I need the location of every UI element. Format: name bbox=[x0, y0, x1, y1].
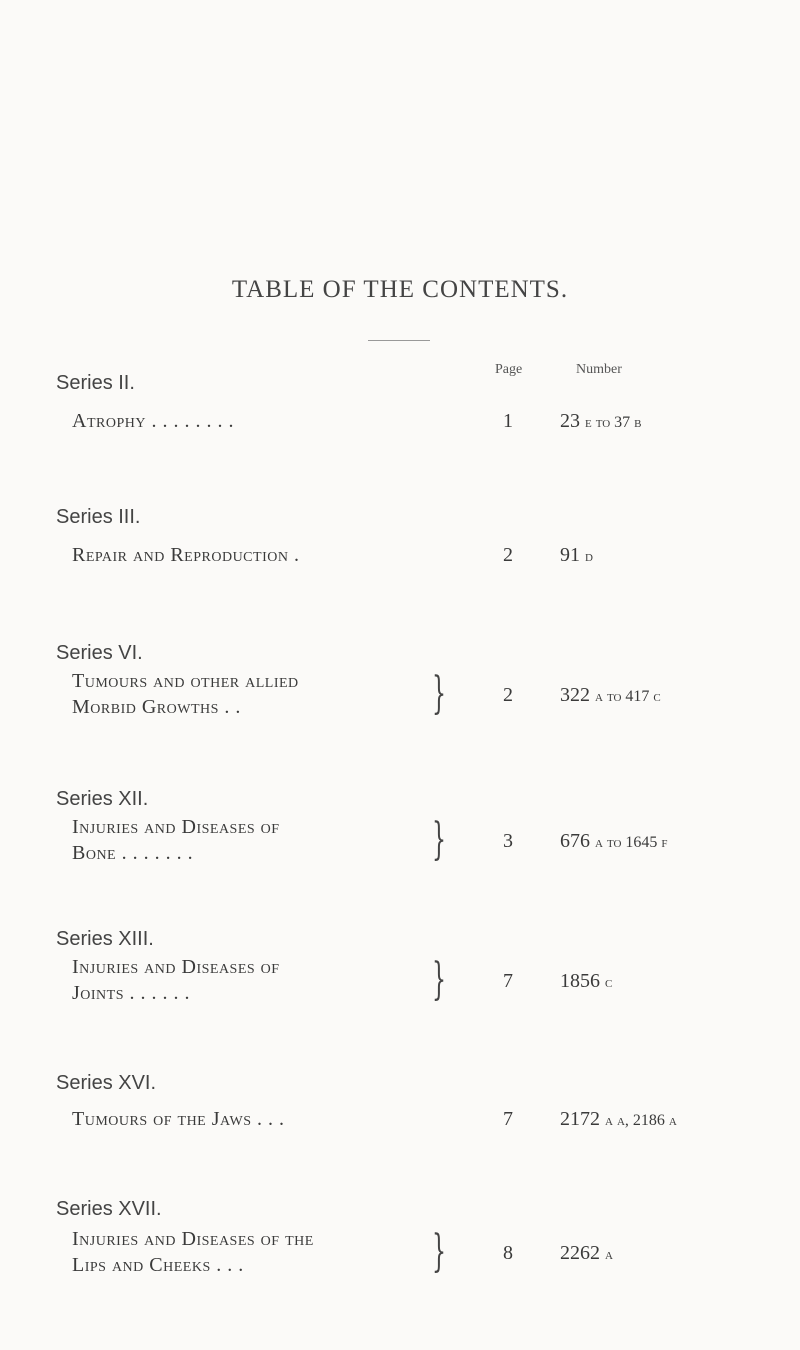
specimen-number-main: 676 bbox=[560, 830, 590, 852]
entry-title-line: Joints . . . . . . bbox=[72, 982, 191, 1004]
specimen-number-rest: a bbox=[605, 1246, 613, 1263]
entry-title bbox=[72, 842, 193, 865]
right-brace: } bbox=[432, 814, 446, 865]
series-label: Series XII. bbox=[56, 788, 149, 810]
column-header-number: Number bbox=[576, 362, 622, 377]
page-number: 1 bbox=[503, 410, 513, 432]
specimen-number-rest: a to 1645 f bbox=[595, 834, 668, 851]
entry-title bbox=[72, 670, 299, 693]
series-label: Series XVI. bbox=[56, 1072, 157, 1094]
entry-title bbox=[72, 1228, 314, 1251]
specimen-number bbox=[560, 544, 593, 567]
entry-title bbox=[72, 1108, 285, 1131]
series-label: Series XVII. bbox=[56, 1198, 162, 1220]
specimen-number bbox=[560, 684, 661, 707]
entry-title bbox=[72, 544, 299, 567]
entry-title bbox=[72, 410, 234, 433]
entry-title-line: Morbid Growths . . bbox=[72, 696, 241, 718]
specimen-number-rest: a to 417 c bbox=[595, 688, 661, 705]
entry-title-line: Repair and Reproduction . bbox=[72, 544, 300, 566]
page-number: 7 bbox=[503, 970, 513, 992]
entry-title bbox=[72, 696, 241, 719]
entry-title bbox=[72, 816, 280, 839]
page-number: 7 bbox=[503, 1108, 513, 1130]
entry-title bbox=[72, 956, 280, 979]
entry-title-line: Tumours and other allied bbox=[72, 670, 299, 692]
specimen-number-main: 322 bbox=[560, 684, 590, 706]
page-title: TABLE OF THE CONTENTS. bbox=[231, 276, 569, 303]
specimen-number-rest: a a, 2186 a bbox=[605, 1112, 677, 1129]
specimen-number-main: 23 bbox=[560, 410, 580, 432]
title-divider bbox=[368, 340, 430, 341]
series-label: Series III. bbox=[56, 506, 141, 528]
entry-title bbox=[72, 1254, 244, 1277]
right-brace: } bbox=[432, 954, 446, 1005]
specimen-number-rest: d bbox=[585, 548, 593, 565]
entry-title bbox=[72, 982, 190, 1005]
page-number: 8 bbox=[503, 1242, 513, 1264]
specimen-number bbox=[560, 970, 612, 993]
series-label: Series XIII. bbox=[56, 928, 154, 950]
specimen-number bbox=[560, 1242, 613, 1265]
entry-title-line: Injuries and Diseases of the bbox=[72, 1228, 314, 1250]
specimen-number-main: 2172 bbox=[560, 1108, 600, 1130]
entry-title-line: Atrophy . . . . . . . . bbox=[72, 410, 234, 432]
series-label: Series VI. bbox=[56, 642, 143, 664]
entry-title-line: Lips and Cheeks . . . bbox=[72, 1254, 244, 1276]
specimen-number bbox=[560, 830, 668, 853]
specimen-number-main: 2262 bbox=[560, 1242, 600, 1264]
page-number: 3 bbox=[503, 830, 513, 852]
specimen-number-rest: c bbox=[605, 974, 613, 991]
specimen-number bbox=[560, 1108, 677, 1131]
entry-title-line: Injuries and Diseases of bbox=[72, 956, 280, 978]
entry-title-line: Tumours of the Jaws . . . bbox=[72, 1108, 285, 1130]
series-label: Series II. bbox=[56, 372, 135, 394]
entry-title-line: Bone . . . . . . . bbox=[72, 842, 194, 864]
page-number: 2 bbox=[503, 544, 513, 566]
right-brace: } bbox=[432, 668, 446, 719]
specimen-number-main: 91 bbox=[560, 544, 580, 566]
specimen-number-rest: e to 37 b bbox=[585, 414, 642, 431]
specimen-number bbox=[560, 410, 642, 433]
column-header-page: Page bbox=[495, 362, 523, 377]
page-number: 2 bbox=[503, 684, 513, 706]
specimen-number-main: 1856 bbox=[560, 970, 600, 992]
entry-title-line: Injuries and Diseases of bbox=[72, 816, 280, 838]
right-brace: } bbox=[432, 1226, 446, 1277]
